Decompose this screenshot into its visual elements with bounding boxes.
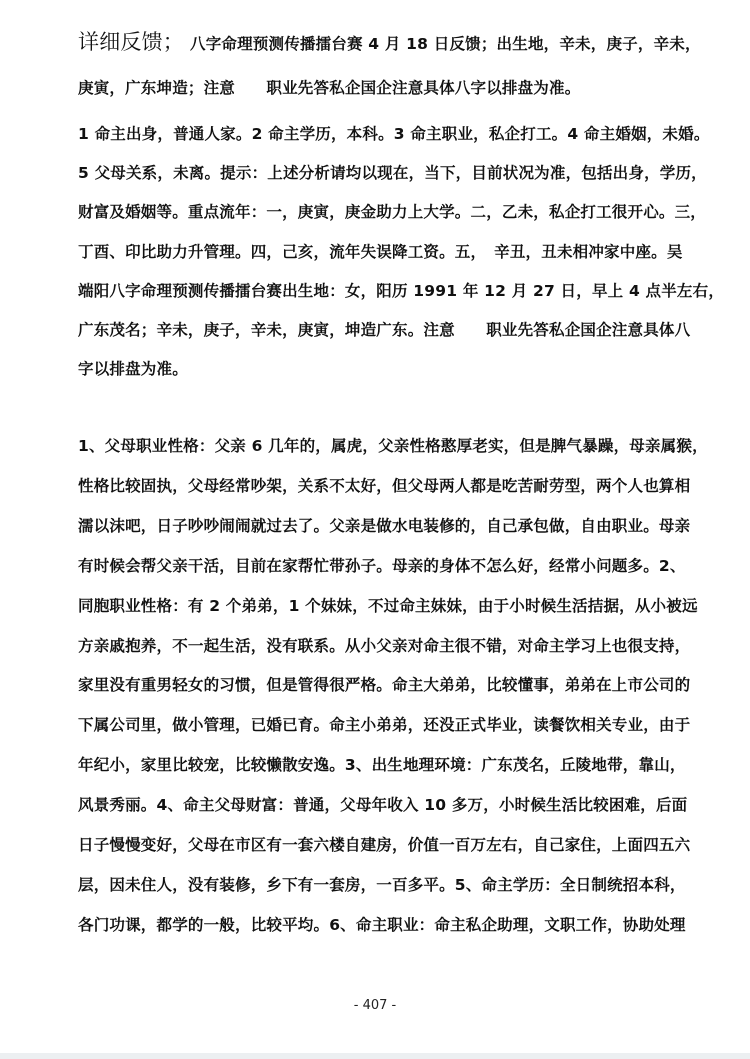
text-line: 1 命主出身，普通人家。2 命主学历，本科。3 命主职业，私企打工。4 命主婚姻，未婚。: [78, 125, 710, 143]
text-line: 风景秀丽。4、命主父母财富：普通，父母年收入 10 多万，小时候生活比较困难，后面: [78, 796, 688, 815]
text-line: 层，因未住人，没有装修，乡下有一套房，一百多平。5、命主学历：全日制统招本科，: [78, 875, 686, 894]
text-line: 财富及婚姻等。重点流年：一，庚寅，庚金助力上大学。二，乙未，私企打工很开心。三，: [78, 203, 707, 221]
text-line: 年纪小，家里比较宠，比较懒散安逸。3、出生地理环境：广东茂名，丘陵地带，靠山，: [78, 756, 686, 775]
text-line: 5 父母关系，未离。提示：上述分析请均以现在，当下，目前状况为准，包括出身，学历，: [78, 164, 707, 182]
text-line: 家里没有重男轻女的习惯，但是管得很严格。命主大弟弟，比较懂事，弟弟在上市公司的: [78, 676, 691, 695]
text-line: 性格比较固执，父母经常吵架，关系不太好，但父母两人都是吃苦耐劳型，两个人也算相: [78, 476, 691, 495]
section-heading: 详细反馈；: [78, 30, 184, 54]
text-line: 丁酉、印比助力升管理。四，己亥，流年失误降工资。五， 辛丑，丑未相冲家中座。吴: [78, 243, 683, 261]
text-line: 方亲戚抱养，不一起生活，没有联系。从小父亲对命主很不错，对命主学习上也很支持，: [78, 636, 691, 655]
text-line: 下属公司里，做小管理，已婚已育。命主小弟弟，还没正式毕业，读餐饮相关专业，由于: [78, 716, 691, 735]
text-line: 广东茂名；辛未，庚子，辛未，庚寅，坤造广东。注意 职业先答私企国企注意具体八: [78, 321, 691, 339]
text-line: 端阳八字命理预测传播擂台赛出生地：女，阳历 1991 年 12 月 27 日，早上 4 点半左右，: [78, 282, 725, 300]
footer-bar: [0, 1053, 750, 1059]
text-line: 濡以沫吧，日子吵吵闹闹就过去了。父亲是做水电装修的，自己承包做，自由职业。母亲: [78, 516, 691, 535]
text-line: 庚寅，广东坤造；注意 职业先答私企国企注意具体八字以排盘为准。: [78, 79, 581, 97]
text-line: 1、父母职业性格：父亲 6 几年的，属虎，父亲性格憨厚老实，但是脾气暴躁，母亲属猴，: [78, 437, 708, 455]
text-line: 同胞职业性格：有 2 个弟弟，1 个妹妹，不过命主妹妹，由于小时候生活拮据，从小被远: [78, 596, 698, 615]
text-line-content: 八字命理预测传播擂台赛 4 月 18 日反馈；出生地，辛未，庚子，辛未，: [190, 35, 701, 53]
text-line: 各门功课，都学的一般，比较平均。6、命主职业：命主私企助理，文职工作，协助处理: [78, 915, 686, 934]
page-number: - 407 -: [353, 998, 397, 1013]
text-line: [78, 32, 701, 54]
text-line: 日子慢慢变好，父母在市区有一套六楼自建房，价值一百万左右，自己家住，上面四五六: [78, 836, 691, 854]
text-line: 有时候会帮父亲干活，目前在家帮忙带孙子。母亲的身体不怎么好，经常小问题多。2、: [78, 556, 686, 575]
text-line: 字以排盘为准。: [78, 360, 188, 378]
